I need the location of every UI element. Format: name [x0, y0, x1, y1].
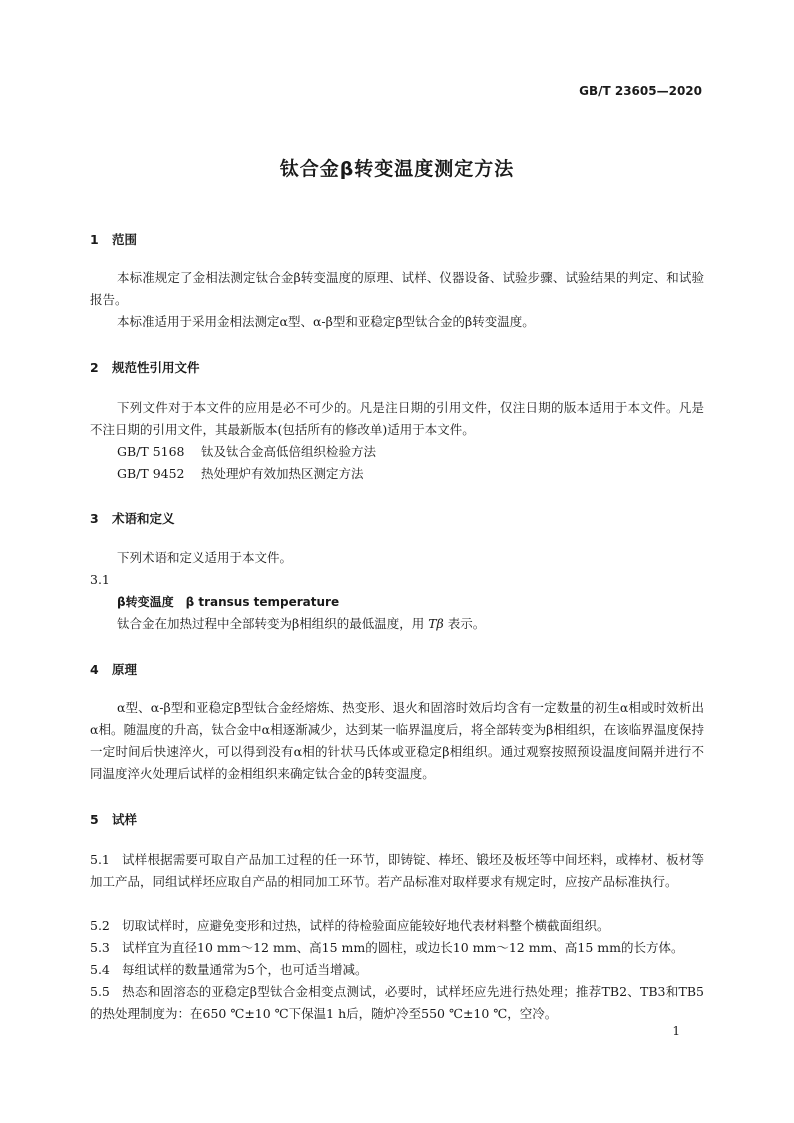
item-number: 5.1 [90, 852, 110, 867]
normative-references-paragraph: 下列文件对于本文件的应用是必不可少的。凡是注日期的引用文件，仅注日期的版本适用于本文件。凡是不注日期的引用文件，其最新版本(包括所有的修改单)适用于本文件。 [90, 400, 704, 437]
section-title: 范围 [112, 232, 138, 247]
item-number: 5.4 [90, 962, 110, 977]
section-title: 术语和定义 [112, 511, 175, 526]
definition-text: 钛合金在加热过程中全部转变为β相组织的最低温度，用 [117, 616, 425, 631]
scope-paragraph-1: 本标准规定了金相法测定钛合金β转变温度的原理、试样、仪器设备、试验步骤、试验结果的判定、和试验报告。 [90, 270, 704, 307]
item-text: 试样根据需要可取自产品加工过程的任一环节，即铸锭、棒坯、锻坯及板坯等中间坯料，或棒材、板材等加工产品，同组试样坯应取自产品的相同加工环节。若产品标准对取样要求有规定时，应按产品标准执行。 [90, 852, 704, 889]
item-text: 每组试样的数量通常为5个，也可适当增减。 [122, 962, 368, 977]
specimen-item [90, 915, 704, 937]
term-definition [90, 613, 731, 635]
section-1-heading [90, 230, 137, 248]
item-text: 切取试样时，应避免变形和过热，试样的待检验面应能较好地代表材料整个横截面组织。 [122, 918, 610, 933]
specimen-item [90, 849, 704, 893]
section-title: 规范性引用文件 [112, 360, 200, 375]
standard-number: GB/T 23605—2020 [579, 84, 702, 98]
specimen-item [90, 981, 704, 1025]
page-number: 1 [672, 1024, 680, 1038]
item-number: 5.2 [90, 918, 110, 933]
terms-intro-paragraph: 下列术语和定义适用于本文件。 [117, 550, 293, 565]
section-number: 2 [90, 360, 99, 375]
scope-paragraph-2: 本标准适用于采用金相法测定α型、α-β型和亚稳定β型钛合金的β转变温度。 [117, 314, 535, 329]
principle-paragraph: α型、α-β型和亚稳定β型钛合金经熔炼、热变形、退火和固溶时效后均含有一定数量的初生α相或时效析出α相。随温度的升高，钛合金中α相逐渐减少，达到某一临界温度后，将全部转变为β相组织，在该临界温度保持一定时间后快速淬火，可以得到没有α相的针状马氏体或亚稳定β相组织。通过观察按照预设温度间隔并进行不同温度淬火处理后试样的金相组织来确定钛合金的β转变温度。 [90, 700, 704, 781]
item-number: 5.3 [90, 940, 110, 955]
definition-text-end: 表示。 [447, 616, 486, 631]
item-text: 热态和固溶态的亚稳定β型钛合金相变点测试，必要时，试样坯应先进行热处理；推荐TB2、TB3和TB5的热处理制度为：在650 ℃±10 ℃下保温1 h后，随炉冷至550 ℃±10 ℃，空冷。 [90, 984, 704, 1021]
reference-entry [90, 441, 731, 463]
document-title: 钛合金β转变温度测定方法 [279, 158, 515, 180]
reference-entry [90, 463, 731, 485]
section-5-heading [90, 810, 137, 828]
reference-title: 热处理炉有效加热区测定方法 [201, 466, 364, 481]
term-entry: β转变温度 β transus temperature [117, 595, 340, 609]
section-number: 1 [90, 232, 99, 247]
specimen-item [90, 959, 704, 981]
section-4-heading [90, 660, 137, 678]
transus-symbol: Tβ [428, 616, 444, 631]
reference-code: GB/T 9452 [117, 466, 185, 481]
specimen-item [90, 937, 704, 959]
section-number: 3 [90, 511, 99, 526]
section-number: 4 [90, 662, 99, 677]
section-3-heading [90, 509, 175, 527]
item-number: 5.5 [90, 984, 110, 999]
section-2-heading [90, 358, 200, 376]
clause-number: 3.1 [90, 572, 110, 587]
section-title: 试样 [112, 812, 138, 827]
reference-title: 钛及钛合金高低倍组织检验方法 [201, 444, 377, 459]
item-text: 试样宜为直径10 mm～12 mm、高15 mm的圆柱，或边长10 mm～12 mm、高15 mm的长方体。 [122, 940, 684, 955]
section-number: 5 [90, 812, 99, 827]
section-title: 原理 [112, 662, 138, 677]
reference-code: GB/T 5168 [117, 444, 185, 459]
